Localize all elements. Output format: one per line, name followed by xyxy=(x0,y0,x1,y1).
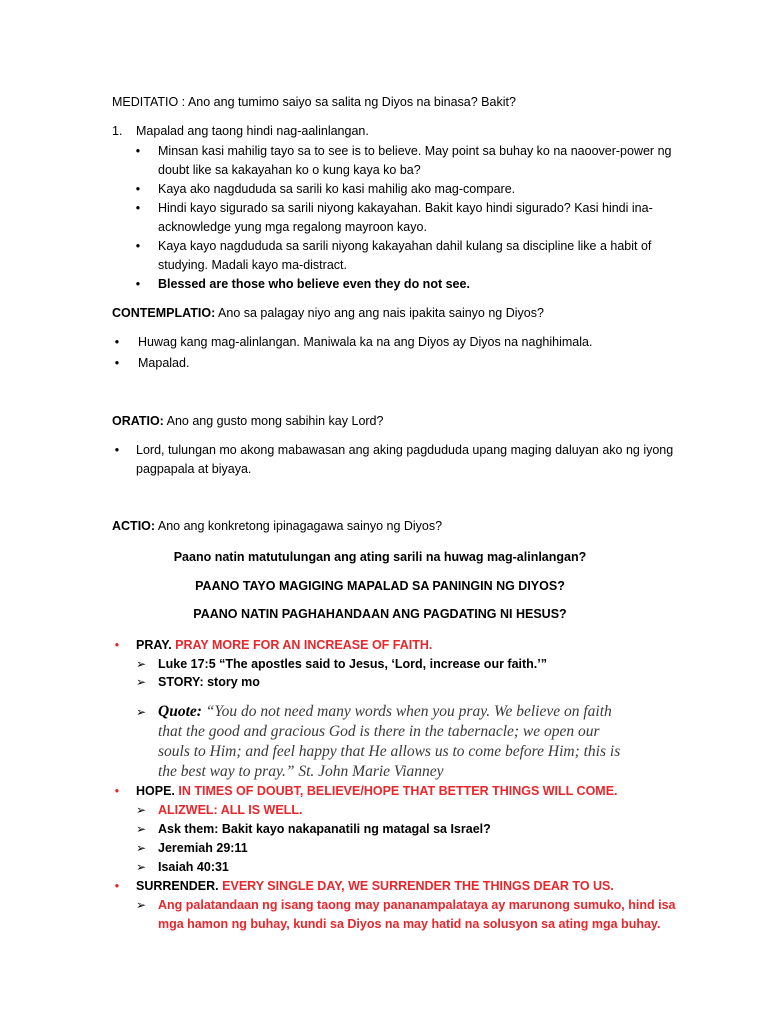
meditatio-heading xyxy=(112,93,516,112)
bullet-icon xyxy=(131,142,145,161)
contemplatio-bullet-1: Huwag kang mag-alinlangan. Maniwala ka na ang Diyos ay Diyos na naghihimala. xyxy=(138,335,593,349)
surrender-red-line-1: Ang palatandaan ng isang taong may pananampalataya ay marunong sumuko, hind isa xyxy=(158,898,676,912)
pray-item-2: STORY: story mo xyxy=(158,675,260,689)
actio-center-line-2: PAANO TAYO MAGIGING MAPALAD SA PANINGIN NG DIYOS? xyxy=(195,579,565,593)
bullet-icon xyxy=(110,782,124,801)
meditatio-bullet-2: Kaya ako nagdududa sa sarili ko kasi mahilig ako mag-compare. xyxy=(158,182,516,196)
arrow-bullet-icon xyxy=(134,839,148,858)
surrender-red-text: EVERY SINGLE DAY, WE SURRENDER THE THINGS DEAR TO US. xyxy=(222,879,614,893)
pray-label: PRAY. xyxy=(136,638,172,652)
surrender-line xyxy=(136,877,614,896)
contemplatio-label: CONTEMPLATIO: xyxy=(112,306,216,320)
arrow-bullet-icon xyxy=(134,801,148,820)
quote-line-4: the best way to pray.” St. John Marie Vianney xyxy=(158,763,444,780)
oratio-question: Ano ang gusto mong sabihin kay Lord? xyxy=(166,414,384,428)
surrender-red-item xyxy=(158,896,718,934)
pray-red-text: PRAY MORE FOR AN INCREASE OF FAITH. xyxy=(175,638,433,652)
oratio-bullet-1: Lord, tulungan mo akong mabawasan ang aking pagdududa upang maging daluyan ako ng iyong pagpapala at biyaya. xyxy=(136,443,674,476)
contemplatio-question: Ano sa palagay niyo ang ang nais ipakita sainyo ng Diyos? xyxy=(218,306,544,320)
quote-line-3: souls to Him; and feel happy that He allows us to come before Him; this is xyxy=(158,743,621,760)
meditatio-item-number: 1. xyxy=(112,124,123,138)
meditatio-bullet-3: Hindi kayo sigurado sa sarili niyong kakayahan. Bakit kayo hindi sigurado? Kasi hindi ina-acknowledge yung mga regalong mayroon kayo. xyxy=(158,201,653,234)
bullet-icon xyxy=(110,636,124,655)
quote-line-1: “You do not need many words when you pray. We believe on faith xyxy=(205,703,612,720)
pray-quote xyxy=(158,702,718,782)
quote-label: Quote: xyxy=(158,703,202,720)
meditatio-question: Ano ang tumimo saiyo sa salita ng Diyos na binasa? Bakit? xyxy=(187,95,516,109)
bullet-icon xyxy=(110,333,124,352)
hope-item-3: Isaiah 40:31 xyxy=(158,860,229,874)
meditatio-bullet-4: Kaya kayo nagdududa sa sarili niyong kakayahan dahil kulang sa discipline like a habit of studying. Madali kayo ma-distract. xyxy=(158,239,652,272)
hope-red-text: IN TIMES OF DOUBT, BELIEVE/HOPE THAT BETTER THINGS WILL COME. xyxy=(178,784,618,798)
arrow-bullet-icon xyxy=(134,703,148,722)
surrender-label: SURRENDER. xyxy=(136,879,219,893)
actio-center-line-3: PAANO NATIN PAGHAHANDAAN ANG PAGDATING NI HESUS? xyxy=(193,607,567,621)
meditatio-item-title: Mapalad ang taong hindi nag-aalinlangan. xyxy=(136,124,369,138)
meditatio-bullet-1: Minsan kasi mahilig tayo sa to see is to believe. May point sa buhay ko na naoover-power ng doubt like sa kakayahan ko o kung kaya ko ba? xyxy=(158,144,672,177)
actio-label: ACTIO: xyxy=(112,519,156,533)
meditatio-label: MEDITATIO : xyxy=(112,95,186,109)
arrow-bullet-icon xyxy=(134,673,148,692)
hope-label: HOPE. xyxy=(136,784,175,798)
quote-line-2: that the good and gracious God is there in the tabernacle; we open our xyxy=(158,723,600,740)
pray-line xyxy=(136,636,432,655)
contemplatio-bullet-2: Mapalad. xyxy=(138,356,190,370)
oratio-heading xyxy=(112,412,383,431)
bullet-icon xyxy=(110,441,124,460)
bullet-icon xyxy=(131,237,145,256)
bullet-icon xyxy=(110,354,124,373)
arrow-bullet-icon xyxy=(134,820,148,839)
hope-item-1: Ask them: Bakit kayo nakapanatili ng matagal sa Israel? xyxy=(158,822,491,836)
arrow-bullet-icon xyxy=(134,896,148,915)
arrow-bullet-icon xyxy=(134,858,148,877)
hope-line xyxy=(136,782,618,801)
bullet-icon xyxy=(131,275,145,294)
pray-item-1: Luke 17:5 “The apostles said to Jesus, ‘Lord, increase our faith.’” xyxy=(158,657,548,671)
actio-question: Ano ang konkretong ipinagagawa sainyo ng Diyos? xyxy=(157,519,443,533)
oratio-label: ORATIO: xyxy=(112,414,164,428)
actio-heading xyxy=(112,517,442,536)
contemplatio-heading xyxy=(112,304,544,323)
bullet-icon xyxy=(131,180,145,199)
bullet-icon xyxy=(110,877,124,896)
hope-red-item: ALIZWEL: ALL IS WELL. xyxy=(158,803,303,817)
meditatio-bullet-5: Blessed are those who believe even they do not see. xyxy=(158,277,470,291)
bullet-icon xyxy=(131,199,145,218)
actio-center-line-1: Paano natin matutulungan ang ating sarili na huwag mag-alinlangan? xyxy=(173,550,587,564)
surrender-red-line-2: mga hamon ng buhay, kundi sa Diyos na may hatid na solusyon sa ating mga buhay. xyxy=(158,917,661,931)
hope-item-2: Jeremiah 29:11 xyxy=(158,841,248,855)
arrow-bullet-icon xyxy=(134,655,148,674)
